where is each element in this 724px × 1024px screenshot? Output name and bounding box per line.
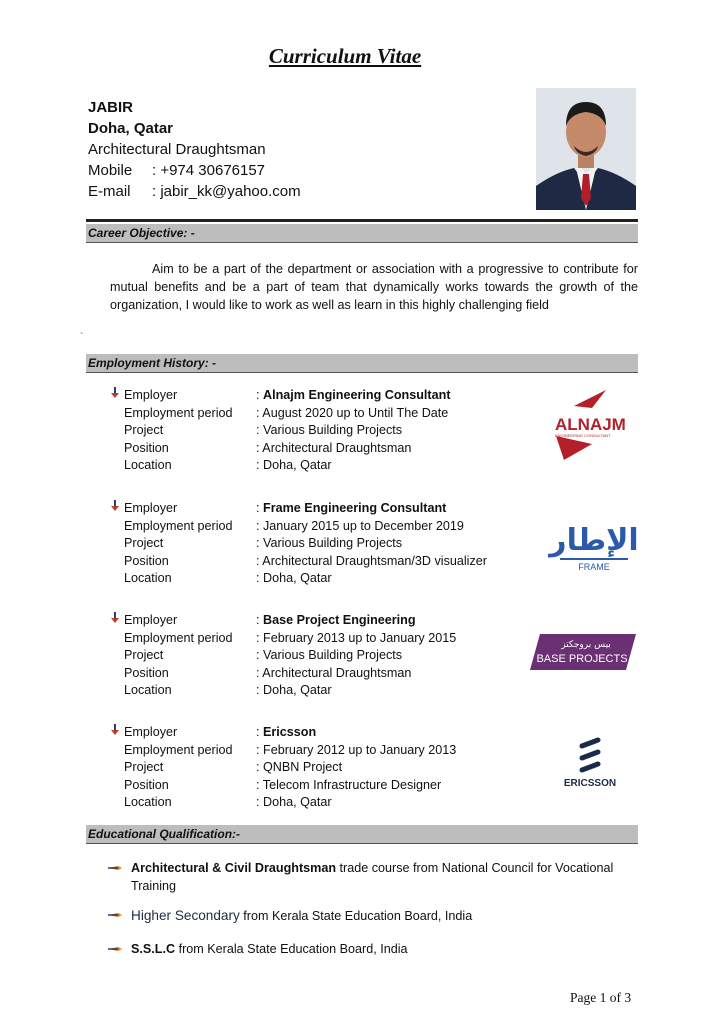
education-item-2 <box>110 907 638 926</box>
svg-text:ERICSSON: ERICSSON <box>563 778 617 789</box>
page-number: Page 1 of 3 <box>570 990 632 1005</box>
period-value: : August 2020 up to Until The Date <box>256 405 449 420</box>
location-label: Location <box>124 458 172 473</box>
position-label: Position <box>124 665 169 680</box>
frame-logo <box>549 514 639 576</box>
svg-text:FRAME: FRAME <box>578 562 610 572</box>
education-item-1 <box>110 860 638 895</box>
email-value: : jabir_kk@yahoo.com <box>152 183 301 200</box>
position-value: : Architectural Draughtsman/3D visualizer <box>256 553 487 568</box>
position-label: Position <box>124 777 169 792</box>
period-value: : January 2015 up to December 2019 <box>256 518 464 533</box>
employer-label: Employer <box>124 613 178 627</box>
position-label: Position <box>124 553 169 568</box>
job-entry-2: Employer : Frame Engineering Consultant Employment period : January 2015 up to December 2019 Project : Various Building Projects Position : Architectural Draughtsman/3D visualizer Location : Doha, Qatar <box>110 500 487 588</box>
job-entry-4: Employer : Ericsson Employment period : February 2012 up to January 2013 Project : QNBN Project Position : Telecom Infrastructure Designer Location : Doha, Qatar <box>110 724 456 812</box>
project-label: Project <box>124 423 164 438</box>
svg-text:ENGINEERING CONSULTANT: ENGINEERING CONSULTANT <box>555 433 611 438</box>
education-rest: trade course from National Council for Vocational Training <box>131 861 614 893</box>
project-value: : QNBN Project <box>256 760 343 775</box>
location-label: Location <box>124 571 172 586</box>
candidate-profession: Architectural Draughtsman <box>88 141 266 158</box>
project-value: : Various Building Projects <box>256 648 403 663</box>
employer-name: Ericsson <box>263 725 317 739</box>
mobile-label: Mobile <box>88 162 133 179</box>
education-highlight: Higher Secondary <box>131 908 240 923</box>
education-rest: from Kerala State Education Board, India <box>175 942 408 956</box>
section-educational-qualification: Educational Qualification:- <box>86 825 638 844</box>
job-entry-1: Employer : Alnajm Engineering Consultant Employment period : August 2020 up to Until The Date Project : Various Building Projects Position : Architectural Draughtsman Location : Doha, Qatar <box>110 387 451 475</box>
employer-label: Employer <box>124 501 178 515</box>
email-label: E-mail <box>88 183 131 200</box>
base-projects-logo <box>528 632 638 672</box>
position-value: : Architectural Draughtsman <box>256 665 412 680</box>
project-label: Project <box>124 760 164 775</box>
employer-name: Alnajm Engineering Consultant <box>263 388 451 402</box>
svg-text:بيس بروجكتز: بيس بروجكتز <box>561 640 611 650</box>
position-value: : Architectural Draughtsman <box>256 440 412 455</box>
period-label: Employment period <box>124 630 233 645</box>
ericsson-logo <box>558 738 622 792</box>
project-value: : Various Building Projects <box>256 423 403 438</box>
mobile-line <box>88 161 265 182</box>
stray-mark: ` <box>80 332 84 343</box>
location-value: : Doha, Qatar <box>256 795 332 810</box>
candidate-name: JABIR <box>88 99 134 116</box>
svg-text:ALNAJM: ALNAJM <box>555 415 626 434</box>
location-value: : Doha, Qatar <box>256 683 332 698</box>
section-employment-history: Employment History: - <box>86 354 638 373</box>
employer-label: Employer <box>124 725 178 739</box>
period-label: Employment period <box>124 742 233 757</box>
period-value: : February 2012 up to January 2013 <box>256 742 457 757</box>
document-title: Curriculum Vitae <box>268 44 422 68</box>
profile-photo <box>536 88 636 210</box>
period-value: : February 2013 up to January 2015 <box>256 630 457 645</box>
project-label: Project <box>124 536 164 551</box>
period-label: Employment period <box>124 518 233 533</box>
arrow-bullet-icon <box>110 500 124 518</box>
position-label: Position <box>124 440 169 455</box>
arrow-bullet-icon <box>110 724 124 742</box>
employer-name: Frame Engineering Consultant <box>263 501 447 515</box>
job-entry-3: Employer : Base Project Engineering Employment period : February 2013 up to January 2015 Project : Various Building Projects Position : Architectural Draughtsman Location : Doha, Qatar <box>110 612 456 700</box>
objective-paragraph: Aim to be a part of the department or association with a progressive to contribute for mutual benefits and be a part of team that dynamically works towards the growth of the organization, I would like to work as well as learn in this highly challenging field <box>110 262 638 312</box>
header-divider <box>86 219 638 222</box>
arrow-bullet-icon <box>110 387 124 405</box>
location-label: Location <box>124 683 172 698</box>
svg-text:BASE PROJECTS: BASE PROJECTS <box>536 653 628 665</box>
alnajm-logo <box>552 388 630 462</box>
education-item-3 <box>110 941 638 959</box>
education-bold: Architectural & Civil Draughtsman <box>131 861 337 875</box>
pen-bullet-icon <box>108 908 122 926</box>
pen-bullet-icon <box>108 942 122 960</box>
mobile-value: : +974 30676157 <box>152 162 266 179</box>
section-career-objective: Career Objective: - <box>86 224 638 243</box>
employer-name: Base Project Engineering <box>263 613 416 627</box>
project-value: : Various Building Projects <box>256 536 403 551</box>
email-line <box>88 182 301 203</box>
svg-text:الإطار: الإطار <box>549 523 639 558</box>
location-value: : Doha, Qatar <box>256 571 332 586</box>
candidate-location: Doha, Qatar <box>88 120 174 137</box>
location-label: Location <box>124 795 172 810</box>
pen-bullet-icon <box>108 861 122 879</box>
education-bold: S.S.L.C <box>131 942 176 956</box>
location-value: : Doha, Qatar <box>256 458 332 473</box>
position-value: : Telecom Infrastructure Designer <box>256 777 442 792</box>
period-label: Employment period <box>124 405 233 420</box>
arrow-bullet-icon <box>110 612 124 630</box>
employer-label: Employer <box>124 388 178 402</box>
project-label: Project <box>124 648 164 663</box>
education-rest: from Kerala State Education Board, India <box>239 909 473 923</box>
